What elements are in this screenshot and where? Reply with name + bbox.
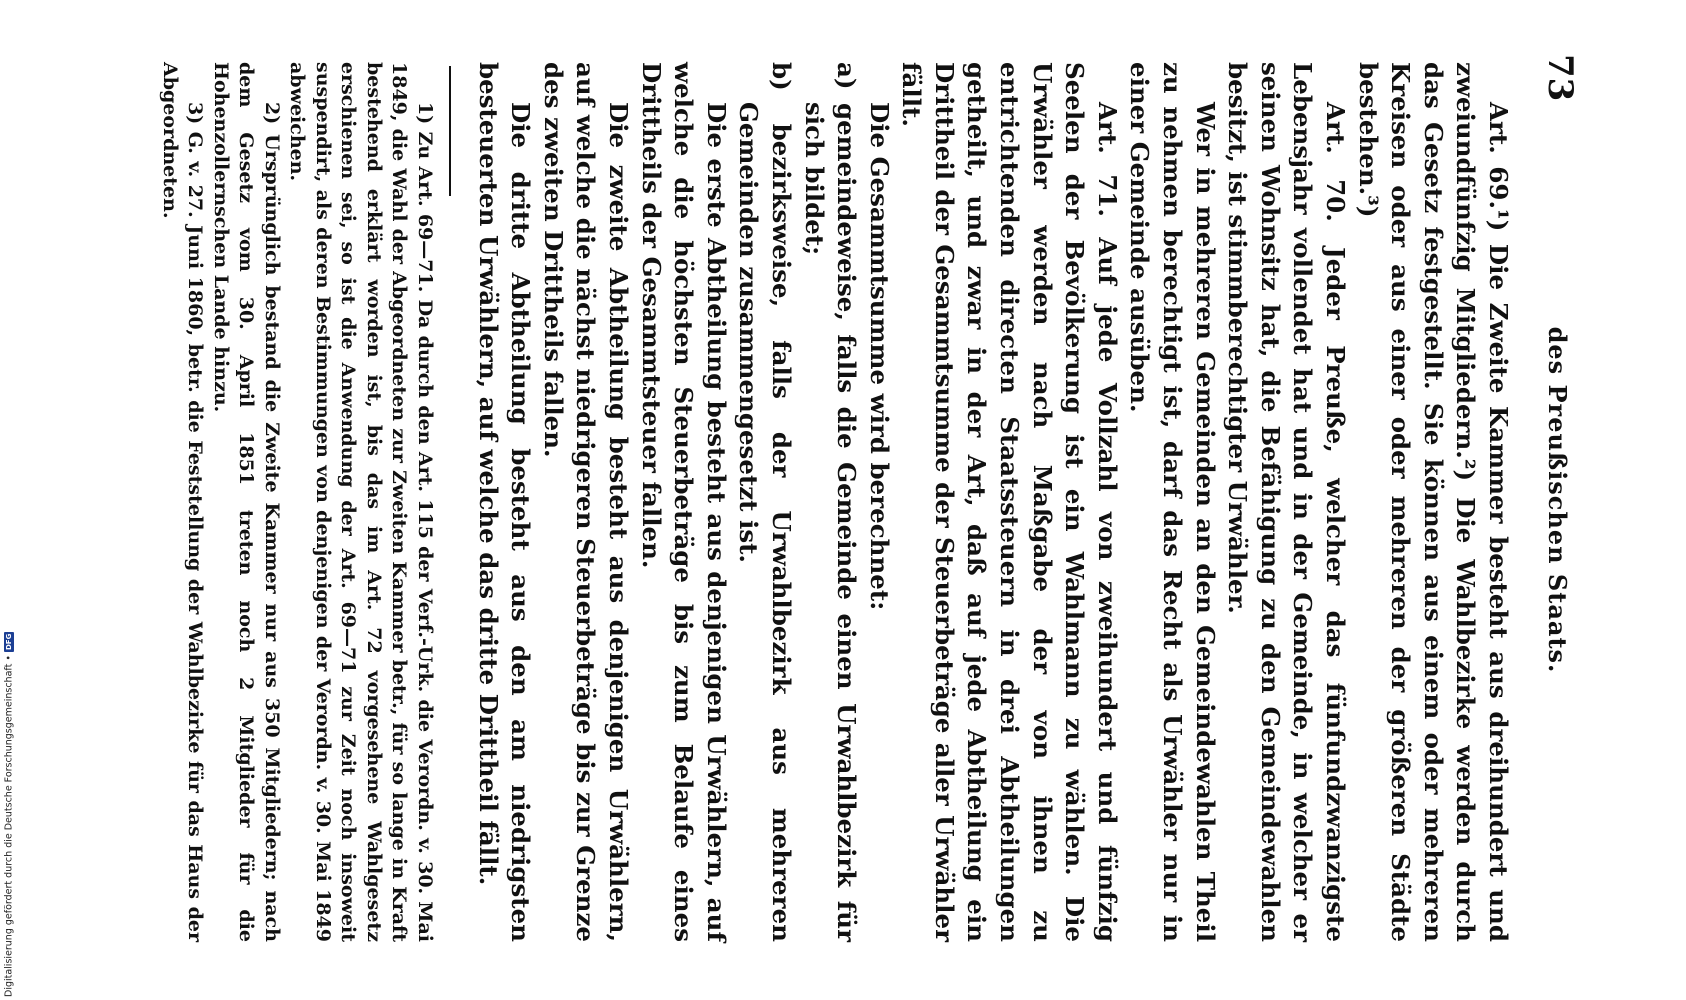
paragraph-art-71: Art. 71. Auf jede Vollzahl von zweihundert und fünfzig Seelen der Bevölkerung ist ein Wahlmann zu wählen. Die Urwähler werden nach Maßgabe der von ihnen zu entrichtenden directen Staatssteuern in drei Abtheilungen getheilt, und zwar in der Art, daß auf jede Abtheilung ein Drittheil der Gesammtsumme der Steuerbeträge aller Urwähler fällt.: [897, 62, 1122, 942]
footnote-divider: [449, 66, 451, 196]
paragraph-art-69: Art. 69.¹) Die Zweite Kammer besteht aus dreihundert und zweiundfünfzig Mitgliedern.²) Die Wahlbezirke werden durch das Gesetz festgestellt. Sie können aus einem oder mehreren Kreisen oder aus einer oder mehreren der größeren Städte bestehen.³): [1353, 62, 1513, 942]
page-number: 73: [1540, 54, 1580, 102]
footnotes: [157, 62, 438, 942]
page-header: [1528, 40, 1588, 960]
credit-text: Digitalisierung gefördert durch die Deutsche Forschungsgemeinschaft •: [3, 655, 15, 997]
footnote-3: 3) G. v. 27. Juni 1860, betr. die Feststellung der Wahlbezirke für das Haus der Abgeordneten.: [159, 62, 207, 942]
body-text: [157, 62, 1515, 942]
paragraph-third-division: Die dritte Abtheilung besteht aus den am niedrigsten besteuerten Urwählern, auf welche das dritte Drittheil fällt.: [473, 62, 536, 942]
paragraph-total-sum: Die Gesammtsumme wird berechnet:: [864, 102, 894, 611]
footnote-2: 2) Ursprünglich bestand die Zweite Kammer nur aus 350 Mitgliedern; nach dem Gesetz vom 30. April 1851 treten noch 2 Mitglieder für die Hohenzollernschen Lande hinzu.: [210, 62, 283, 942]
paragraph-second-division: Die zweite Abtheilung besteht aus denjenigen Urwählern, auf welche die nächst niedrigeren Steuerbeträge bis zur Grenze des zweiten Drittheils fallen.: [538, 62, 633, 942]
digitization-credit: [2, 597, 16, 997]
footnote-1: 1) Zu Art. 69—71. Da durch den Art. 115 der Verf.-Urk. die Verordn. v. 30. Mai 1849, die Wahl der Abgeordneten zur Zweiten Kammer betr., für so lange in Kraft bestehend erklärt worden ist, bis das im Art. 72 vorgesehene Wahlgesetz erschienen sei, so ist die Anwendung der Art. 69—71 zur Zeit noch insoweit suspendirt, als deren Bestimmungen von denjenigen der Verordn. v. 30. Mai 1849 abweichen.: [286, 62, 436, 942]
paragraph-art-70: Art. 70. Jeder Preuße, welcher das fünfundzwanzigste Lebensjahr vollendet hat und in der Gemeinde, in welcher er seinen Wohnsitz hat, die Befähigung zu den Gemeindewahlen besitzt, ist stimmberechtigter Urwähler.: [1223, 62, 1351, 942]
running-head: des Preußischen Staats.: [1543, 326, 1572, 674]
list-item-b: b) bezirksweise, falls der Urwahlbezirk aus mehreren Gemeinden zusammengesetzt ist.: [734, 62, 796, 942]
paragraph-art-70-cont: Wer in mehreren Gemeinden an den Gemeindewahlen Theil zu nehmen berechtigt ist, darf das Recht als Urwähler nur in einer Gemeinde ausüben.: [1125, 62, 1220, 942]
paragraph-first-division: Die erste Abtheilung besteht aus denjenigen Urwählern, auf welche die höchsten Steuerbeträge bis zum Belaufe eines Drittheils der Gesammtsteuer fallen.: [636, 62, 731, 942]
rotated-page-content: [118, 40, 1588, 960]
dfg-logo: DFG: [5, 633, 13, 651]
list-item-a: a) gemeindeweise, falls die Gemeinde einen Urwahlbezirk für sich bildet;: [799, 62, 862, 942]
